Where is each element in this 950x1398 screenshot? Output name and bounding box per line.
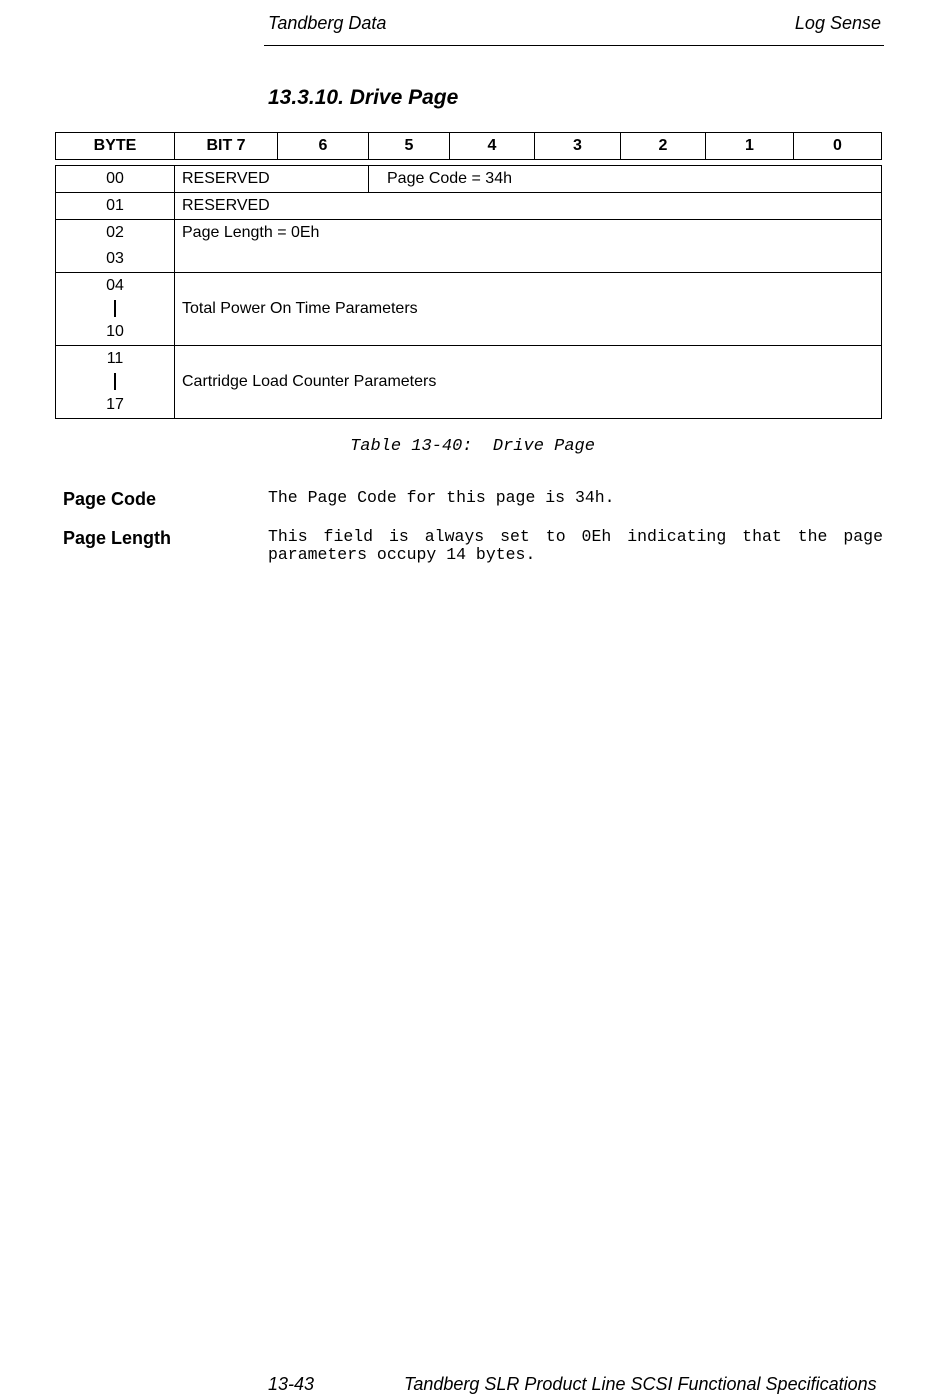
field-cell: Cartridge Load Counter Parameters: [175, 346, 882, 419]
field-cell: RESERVED: [175, 166, 369, 193]
definition-term: Page Code: [63, 489, 157, 509]
table-row: [56, 346, 882, 419]
byte-cell: 11 17: [56, 346, 175, 419]
header-bit2: 2: [621, 133, 706, 160]
definition-text: This field is always set to 0Eh indicating that the page parameters occupy 14 bytes.: [268, 527, 883, 564]
bit-header-table: [55, 132, 882, 160]
drive-page-table: [55, 165, 882, 419]
table-row: [56, 273, 882, 346]
table-row: [56, 166, 882, 193]
header-rule: [264, 45, 884, 46]
field-cell: Page Length = 0Eh: [175, 220, 882, 273]
running-header-right: Log Sense: [794, 13, 881, 33]
header-bit4: 4: [450, 133, 535, 160]
definition-text: The Page Code for this page is 34h.: [268, 488, 615, 507]
range-bar: [56, 299, 174, 319]
byte-cell: 00: [56, 166, 175, 193]
table-row: [56, 193, 882, 220]
header-byte: BYTE: [56, 133, 175, 160]
byte-cell: 04 10: [56, 273, 175, 346]
byte-cell: 01: [56, 193, 175, 220]
field-cell: Total Power On Time Parameters: [175, 273, 882, 346]
range-bar: [56, 372, 174, 392]
table-row: [56, 220, 882, 273]
page-number: 13-43: [268, 1374, 315, 1394]
header-bit0: 0: [794, 133, 882, 160]
field-cell: RESERVED: [175, 193, 882, 220]
header-bit5: 5: [369, 133, 450, 160]
header-bit1: 1: [706, 133, 794, 160]
footer-title: Tandberg SLR Product Line SCSI Functional Specifications: [404, 1374, 877, 1394]
field-cell: Page Code = 34h: [369, 166, 882, 193]
header-bit3: 3: [535, 133, 621, 160]
header-bit7: BIT 7: [175, 133, 278, 160]
section-title: 13.3.10. Drive Page: [268, 86, 459, 109]
table-caption: Table 13-40: Drive Page: [350, 437, 595, 456]
running-header-left: Tandberg Data: [268, 13, 387, 33]
header-bit6: 6: [278, 133, 369, 160]
byte-cell: 02 03: [56, 220, 175, 273]
definition-term: Page Length: [63, 528, 172, 548]
